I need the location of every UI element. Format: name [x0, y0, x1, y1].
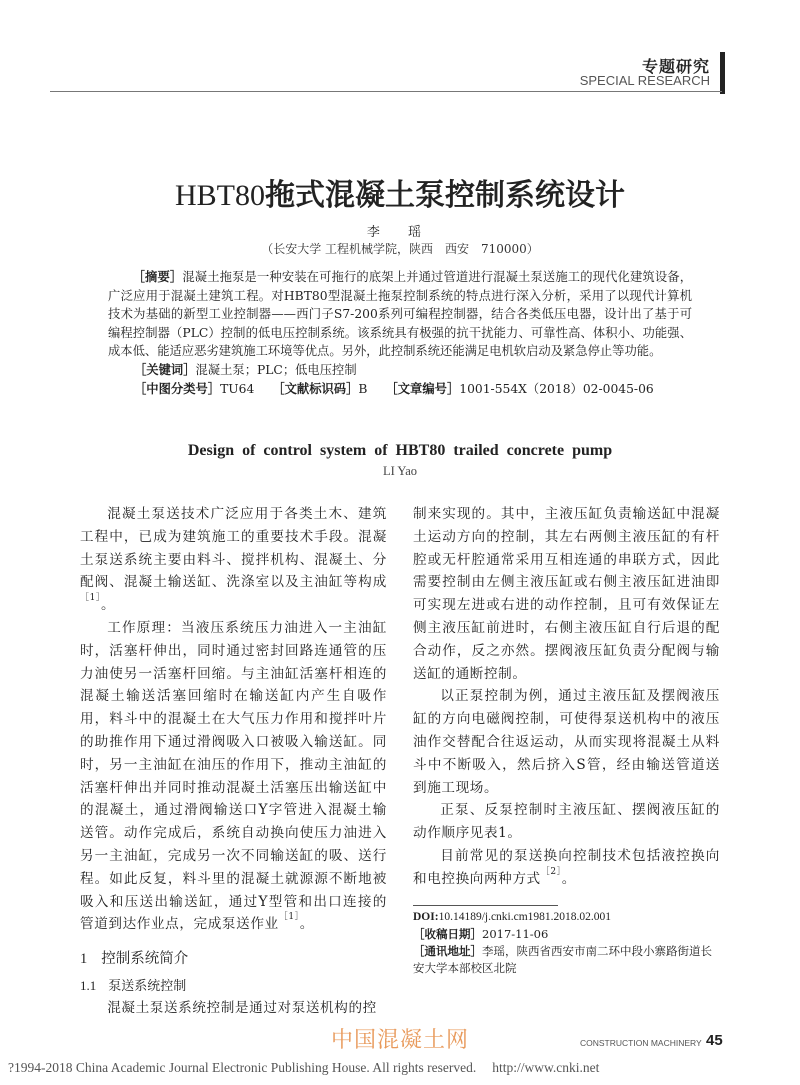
- right-column: [413, 503, 720, 977]
- left-column: [80, 503, 387, 1020]
- page-number: 45: [706, 1032, 723, 1049]
- affiliation: （长安大学 工程机械学院，陕西 西安 710000）: [261, 242, 539, 256]
- header-column-en: SPECIAL RESEARCH: [579, 73, 710, 88]
- footnote-address: ［通讯地址］李瑶，陕西省西安市南二环中段小寨路街道长安大学本部校区北院: [413, 943, 712, 975]
- classification-row: [108, 380, 692, 399]
- header-column-zh: 专题研究: [641, 57, 710, 76]
- paragraph: 工作原理：当液压系统压力油进入一主油缸时，活塞杆伸出，同时通过密封回路连通管的压力油使另一活塞杆回缩。与主油缸活塞杆相连的混凝土输送活塞回缩时在输送缸内产生自吸作用，料斗中的混凝土在大气压力作用和搅拌叶片的助推作用下通过滑阀吸入口被吸入输送缸。同时，另一主油缸在油压的作用下，推动主油缸的活塞杆伸出并同时推动混凝土活塞压出输送缸中的混凝土，通过滑阀输送口Y字管进入混凝土输送管。动作完成后，系统自动换向使压力油进入另一主油缸，完成另一次不同输送缸的吸、送行程。如此反复，料斗里的混凝土就源源不断地被吸入和压送出输送缸，通过Y型管和出口连接的管道到达作业点，完成泵送作业$^{[1]}$。: [80, 619, 387, 933]
- footnote-rule: [413, 905, 558, 906]
- footnote-doi: DOI:10.14189/j.cnki.cm1981.2018.02.001: [413, 910, 612, 923]
- title-latin: HBT80: [175, 179, 265, 212]
- title-zh: 拖式混凝土泵控制系统设计: [265, 178, 625, 213]
- abstract: [108, 268, 692, 361]
- watermark: 中国混凝土网: [330, 1028, 469, 1053]
- section-heading-1: 1 控制系统简介: [80, 951, 189, 968]
- paragraph: 制来实现的。其中，主液压缸负责输送缸中混凝土运动方向的控制，其左右两侧主液压缸的有杆腔或无杆腔通常采用互相连通的串联方式，因此需要控制由左侧主液压缸或右侧主液压缸进油即可实现左进或右进的动作控制，且可有效保证左侧主液压缸前进时，右侧主液压缸自行后退的配合动作，反之亦然。摆阀液压缸负责分配阀与输送缸的通断控制。: [413, 506, 720, 682]
- clc: TU64: [220, 381, 255, 396]
- doc-code-label: ［文献标识码］: [272, 381, 359, 396]
- english-author: LI Yao: [382, 464, 418, 478]
- clc-label: ［中图分类号］: [134, 381, 221, 396]
- footer-journal: CONSTRUCTION MACHINERY: [580, 1038, 702, 1048]
- paragraph: 以正泵控制为例，通过主液压缸及摆阀液压缸的方向电磁阀控制，可使得泵送机构中的液压油作交替配合往返运动，从而实现将混凝土从料斗中不断吸入，然后挤入S管，经由输送管道送到施工现场。: [413, 688, 720, 796]
- abstract-label: ［摘要］: [132, 270, 183, 284]
- article-no-label: ［文章编号］: [385, 381, 460, 396]
- article-title: [0, 170, 800, 214]
- doi-link[interactable]: 10.14189/j.cnki.cm1981.2018.02.001: [438, 910, 612, 923]
- cnki-link[interactable]: http://www.cnki.net: [492, 1060, 600, 1075]
- keywords: 混凝土泵；PLC；低电压控制: [195, 362, 357, 377]
- footnote-block: [413, 905, 720, 977]
- article-no: 1001-554X（2018）02-0045-06: [459, 381, 654, 396]
- header-rule: [50, 91, 722, 92]
- section-heading-1-1: 1.1 泵送系统控制: [80, 978, 187, 995]
- footnote-received: ［收稿日期］2017-11-06: [413, 926, 549, 941]
- header-bar: [720, 52, 725, 94]
- copyright-line: ?1994-2018 China Academic Journal Electronic Publishing House. All rights reserved. http://www.cnki.net: [8, 1060, 600, 1075]
- paragraph: 目前常见的泵送换向控制技术包括液控换向和电控换向两种方式$^{[2]}$。: [413, 847, 720, 887]
- doc-code: B: [358, 381, 368, 396]
- english-block: [0, 440, 800, 480]
- abstract-text: 混凝土拖泵是一种安装在可拖行的底架上并通过管道进行混凝土泵送施工的现代化建筑设备，广泛应用于混凝土建筑工程。对HBT80型混凝土拖泵控制系统的特点进行深入分析，采用了以现代计算机技术为基础的新型工业控制器——西门子S7-200系列可编程控制器，结合各类低压电器，设计出了基于可编程控制器（PLC）控制的低电压控制系统。该系统具有极强的抗干扰能力、可靠性高、体积小、功能强、成本低、能适应恶劣建筑施工环境等优点。另外，此控制系统还能满足电机软启动及紧急停止等功能。: [108, 270, 692, 359]
- paragraph: 正泵、反泵控制时主液压缸、摆阀液压缸的动作顺序见表1。: [413, 802, 720, 842]
- section-1-1-text: 混凝土泵送系统控制是通过对泵送机构的控: [107, 1000, 377, 1017]
- author: 李 瑶: [366, 225, 434, 240]
- paragraph: 混凝土泵送技术广泛应用于各类土木、建筑工程中，已成为建筑施工的重要技术手段。混凝土泵送系统主要由料斗、搅拌机构、混凝土、分配阀、混凝土输送缸、洗涤室以及主油缸等构成$^{[1]}$。: [80, 506, 387, 614]
- keywords-row: [108, 361, 692, 380]
- citation: ［1］: [278, 912, 300, 923]
- citation: ［2］: [540, 866, 562, 877]
- keywords-label: ［关键词］: [134, 362, 196, 377]
- english-title: Design of control system of HBT80 trailed concrete pump: [187, 442, 613, 459]
- abstract-block: [108, 268, 692, 398]
- citation: ［1］: [80, 593, 102, 604]
